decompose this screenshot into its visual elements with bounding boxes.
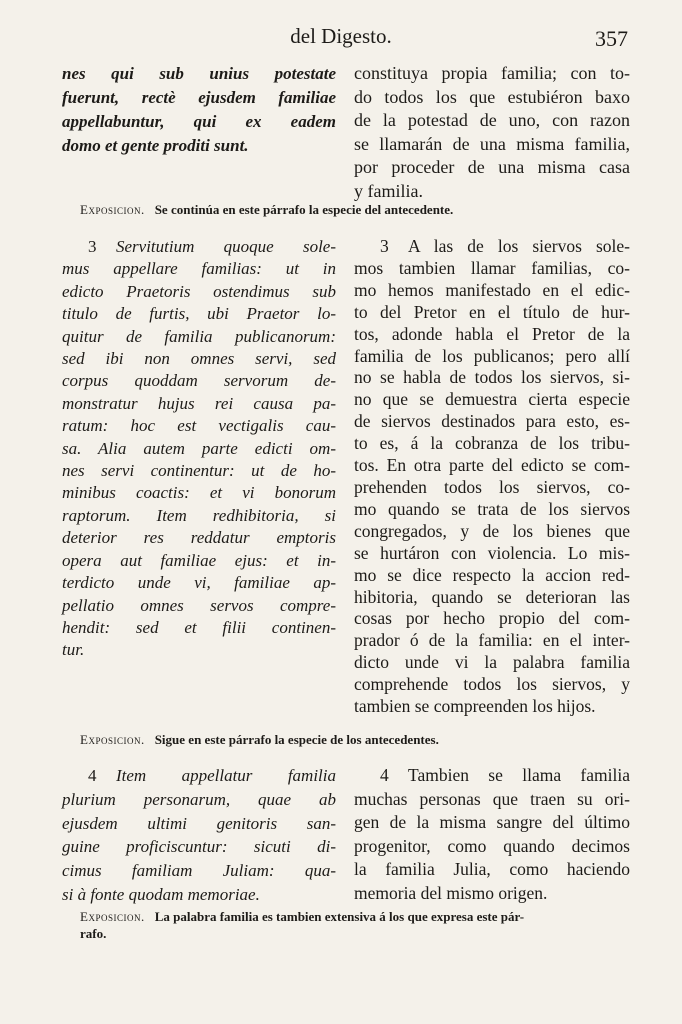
text-line xyxy=(354,280,630,302)
line-text: si à fonte quodam memoriae. xyxy=(62,884,260,904)
text-line xyxy=(62,348,336,370)
line-text: sed ibi non omnes servi, sed xyxy=(62,349,336,369)
spanish-text-section-1 xyxy=(354,62,630,203)
text-line xyxy=(354,62,630,86)
text-line xyxy=(62,438,336,460)
text-line xyxy=(62,550,336,572)
text-line xyxy=(62,764,336,788)
exposition-note-1 xyxy=(80,202,636,218)
text-line xyxy=(62,572,336,594)
text-line xyxy=(354,499,630,521)
text-line xyxy=(354,86,630,110)
line-text: memoria del mismo origen. xyxy=(354,882,548,903)
exposition-label: Exposicion. xyxy=(80,202,145,217)
line-text: opera aut familiae ejus: et in- xyxy=(62,550,336,570)
line-text: guine proficiscuntur: sicuti di- xyxy=(62,837,336,857)
text-line xyxy=(62,303,336,325)
line-text: mo hemos manifestado en el edic- xyxy=(354,279,630,300)
text-line xyxy=(354,696,630,718)
exposition-label: Exposicion. xyxy=(80,909,145,924)
page-header xyxy=(0,24,682,54)
text-line xyxy=(354,258,630,280)
text-line xyxy=(354,411,630,433)
text-line xyxy=(62,505,336,527)
exposition-text-line: La palabra familia es tambien extensiva á los que expresa este pár- xyxy=(154,909,525,924)
text-line xyxy=(354,882,630,906)
text-line xyxy=(354,302,630,324)
line-text: pellatio omnes servos compre- xyxy=(62,595,336,615)
line-text: Servitutium quoque sole- xyxy=(116,237,336,256)
line-text: to del Pretor en el título de hur- xyxy=(354,301,630,322)
line-text: se llamarán de una misma familia, xyxy=(354,133,630,154)
text-line xyxy=(62,110,336,134)
line-text: cimus familiam Juliam: qua- xyxy=(62,861,336,881)
line-text: minibus coactis: et vi bonorum xyxy=(62,483,336,503)
text-line xyxy=(354,180,630,204)
text-line xyxy=(62,236,336,258)
line-text: tambien se compreenden los hijos. xyxy=(354,696,596,717)
text-line xyxy=(354,521,630,543)
paragraph-number: 3 xyxy=(88,237,97,256)
line-text: prehenden todos los siervos, co- xyxy=(354,476,630,497)
text-line xyxy=(62,415,336,437)
line-text: mo quando se trata de los siervos xyxy=(354,498,630,519)
text-line xyxy=(354,156,630,180)
running-head: del Digesto. xyxy=(290,24,392,48)
line-text: dicto unde vi la palabra familia xyxy=(354,652,630,673)
text-line xyxy=(354,565,630,587)
text-line xyxy=(354,433,630,455)
text-line xyxy=(354,788,630,812)
text-line xyxy=(62,639,336,661)
paragraph-number: 4 xyxy=(380,765,389,785)
text-line xyxy=(354,367,630,389)
line-text: Tambien se llama familia xyxy=(408,765,630,785)
text-line xyxy=(62,595,336,617)
text-line xyxy=(354,236,630,258)
line-text: muchas personas que traen su ori- xyxy=(354,788,630,809)
text-line xyxy=(62,258,336,280)
line-text: corpus quoddam servorum de- xyxy=(62,371,336,391)
text-line xyxy=(354,455,630,477)
line-text: Item appellatur familia xyxy=(116,766,336,785)
line-text: hibitoria, quando se deterioran las xyxy=(354,586,630,607)
line-text: edicto Praetoris ostendimus sub xyxy=(62,281,336,301)
text-line xyxy=(62,86,336,110)
line-text: nes servi continentur: ut de ho- xyxy=(62,461,336,481)
text-line xyxy=(62,835,336,859)
line-text: mus appellare familias: ut in xyxy=(62,259,336,279)
line-text: domo et gente proditi sunt. xyxy=(62,136,249,155)
line-text: hendit: sed et filii continen- xyxy=(62,617,336,637)
line-text: deterior res reddatur emptoris xyxy=(62,528,336,548)
page-number: 357 xyxy=(595,26,628,51)
line-text: gen de la misma sangre del último xyxy=(354,812,630,833)
text-line xyxy=(354,109,630,133)
line-text: to es, á la cobranza de los tribu- xyxy=(354,433,630,454)
text-line xyxy=(354,630,630,652)
text-line xyxy=(354,133,630,157)
spanish-text-section-2 xyxy=(354,236,630,718)
line-text: constituya propia familia; con to- xyxy=(354,63,630,83)
latin-text-section-3 xyxy=(62,764,336,907)
text-line xyxy=(354,587,630,609)
line-text: monstratur hujus rei causa pa- xyxy=(62,393,336,413)
text-line xyxy=(354,477,630,499)
line-text: fuerunt, rectè ejusdem familiae xyxy=(62,88,336,107)
line-text: cosas por hecho propio del com- xyxy=(354,608,630,629)
text-line xyxy=(354,674,630,696)
text-line xyxy=(354,346,630,368)
line-text: no se habla de todos los siervos, si- xyxy=(354,367,630,388)
latin-text-section-2 xyxy=(62,236,336,662)
text-line xyxy=(62,883,336,907)
line-text: mo se dice respecto la accion red- xyxy=(354,564,630,585)
line-text: familia de los publicanos; pero allí xyxy=(354,345,630,366)
text-line xyxy=(62,788,336,812)
line-text: prador ó de la familia: en el inter- xyxy=(354,630,630,651)
line-text: congregados, y de los bienes que xyxy=(354,520,630,541)
text-line xyxy=(62,617,336,639)
text-line xyxy=(354,835,630,859)
line-text: se hurtáron con violencia. Lo mis- xyxy=(354,542,630,563)
line-text: nes qui sub unius potestate xyxy=(62,64,336,83)
line-text: comprehende todos los siervos, y xyxy=(354,674,630,695)
text-line xyxy=(354,389,630,411)
exposition-text: Se continúa en este párrafo la especie del antecedente. xyxy=(154,202,454,217)
line-text: tos, adonde habla el Pretor de la xyxy=(354,323,630,344)
line-text: plurium personarum, quae ab xyxy=(62,789,336,809)
text-line xyxy=(354,324,630,346)
text-line xyxy=(354,858,630,882)
line-text: A las de los siervos sole- xyxy=(408,236,630,256)
text-line xyxy=(62,393,336,415)
line-text: y familia. xyxy=(354,180,423,201)
line-text: terdicto unde vi, familiae ap- xyxy=(62,573,336,593)
text-line xyxy=(62,281,336,303)
line-text: ejusdem ultimi genitoris san- xyxy=(62,813,336,833)
line-text: appellabuntur, qui ex eadem xyxy=(62,112,336,131)
line-text: mos tambien llamar familias, co- xyxy=(354,257,630,278)
line-text: no que se demuestra cierta especie xyxy=(354,389,630,410)
line-text: tur. xyxy=(62,640,85,660)
text-line xyxy=(62,460,336,482)
text-line xyxy=(354,652,630,674)
exposition-label: Exposicion. xyxy=(80,732,145,747)
line-text: tos. En otra parte del edicto se com- xyxy=(354,455,630,476)
text-line xyxy=(62,326,336,348)
text-line xyxy=(354,543,630,565)
exposition-note-2 xyxy=(80,732,636,748)
text-line xyxy=(354,764,630,788)
exposition-text-line: rafo. xyxy=(80,926,107,941)
line-text: titulo de furtis, ubi Praetor lo- xyxy=(62,304,336,324)
text-line xyxy=(62,812,336,836)
line-text: por proceder de una misma casa xyxy=(354,157,630,177)
spanish-text-section-3 xyxy=(354,764,630,906)
text-line xyxy=(62,134,336,158)
text-line xyxy=(354,811,630,835)
line-text: la familia Julia, como haciendo xyxy=(354,859,630,880)
paragraph-number: 3 xyxy=(380,236,389,256)
line-text: do todos los que estubiéron baxo xyxy=(354,86,630,107)
text-line xyxy=(62,527,336,549)
line-text: de la potestad de uno, con razon xyxy=(354,110,630,130)
text-line xyxy=(62,859,336,883)
latin-text-section-1 xyxy=(62,62,336,158)
line-text: quitur de familia publicanorum: xyxy=(62,326,336,346)
line-text: sa. Alia autem parte edicti om- xyxy=(62,438,336,458)
text-line xyxy=(62,370,336,392)
text-line xyxy=(62,482,336,504)
paragraph-number: 4 xyxy=(88,766,97,785)
exposition-text: Sigue en este párrafo la especie de los antecedentes. xyxy=(154,732,439,747)
exposition-note-3 xyxy=(80,908,636,942)
text-line xyxy=(62,62,336,86)
line-text: de siervos destinados para esto, es- xyxy=(354,411,630,432)
text-line xyxy=(354,608,630,630)
line-text: ratum: hoc est vectigalis cau- xyxy=(62,416,336,436)
line-text: progenitor, como quando decimos xyxy=(354,835,630,856)
line-text: raptorum. Item redhibitoria, si xyxy=(62,505,336,525)
